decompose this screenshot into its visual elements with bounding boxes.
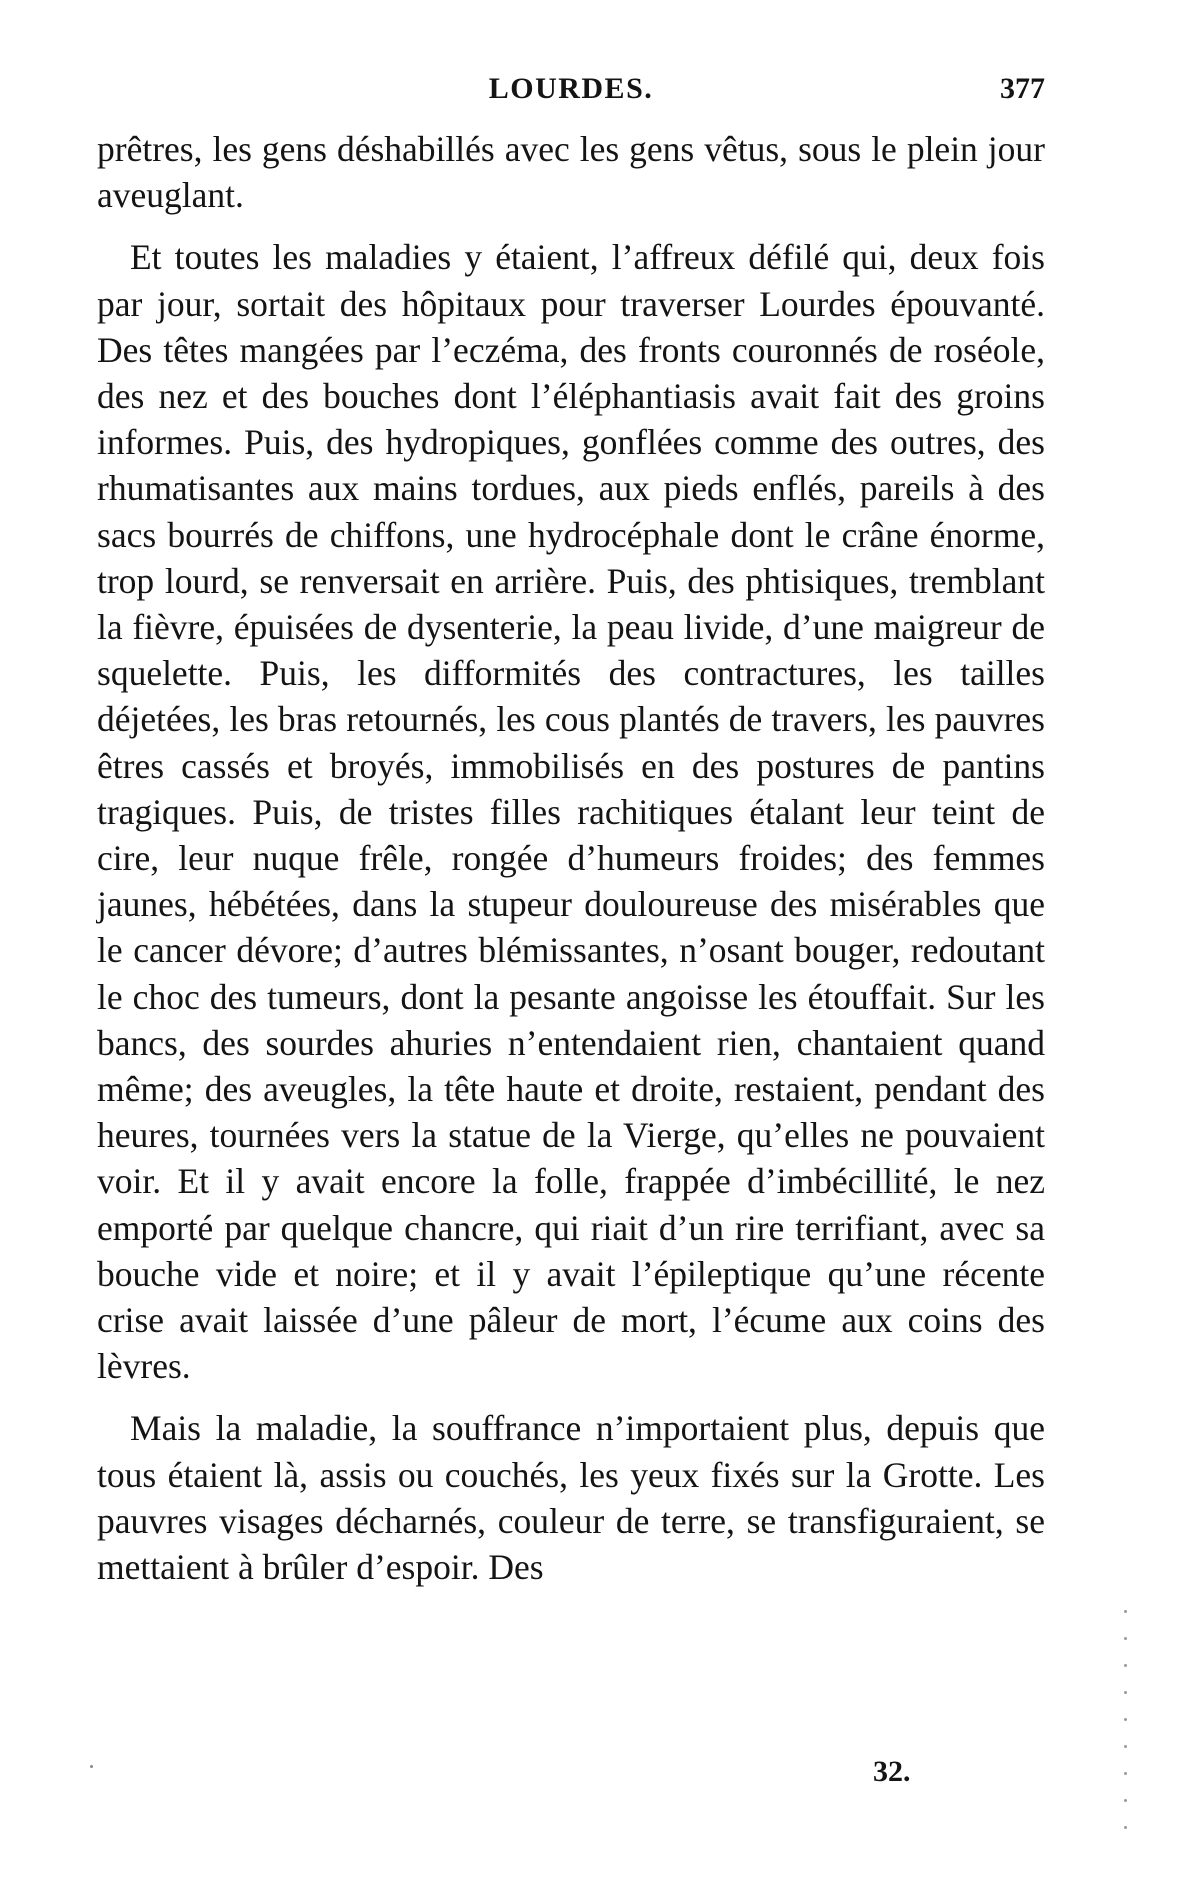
- running-title: LOURDES.: [488, 72, 654, 105]
- signature-mark: 32.: [873, 1755, 911, 1788]
- paragraph-maladies: Et toutes les maladies y étaient, l’affreux défilé qui, deux fois par jour, sortait des hôpitaux pour traverser Lourdes épouvanté. Des têtes mangées par l’eczéma, des fronts couronnés de roséole, des nez et des bouches dont l’éléphantiasis avait fait des groins informes. Puis, des hydropiques, gonflées comme des outres, des rhumatisantes aux mains tordues, aux pieds enflés, pareils à des sacs bourrés de chiffons, une hydrocéphale dont le crâne énorme, trop lourd, se renversait en arrière. Puis, des phtisiques, tremblant la fièvre, épuisées de dysenterie, la peau livide, d’une maigreur de squelette. Puis, les difformités des contractures, les tailles déjetées, les bras retournés, les cous plantés de travers, les pauvres êtres cassés et broyés, immobilisés en des postures de pantins tragiques. Puis, de tristes filles rachitiques étalant leur teint de cire, leur nuque frêle, rongée d’humeurs froides; des femmes jaunes, hébétées, dans la stupeur douloureuse des misérables que le cancer dévore; d’autres blémissantes, n’osant bouger, redoutant le choc des tumeurs, dont la pesante angoisse les étouffait. Sur les bancs, des sourdes ahuries n’entendaient rien, chantaient quand même; des aveugles, la tête haute et droite, restaient, pendant des heures, tournées vers la statue de la Vierge, qu’elles ne pouvaient voir. Et il y avait encore la folle, frappée d’imbécillité, le nez emporté par quelque chancre, qui riait d’un rire terrifiant, avec sa bouche vide et noire; et il y avait l’épileptique qu’une récente crise avait laissée d’une pâleur de mort, l’écume aux coins des lèvres.: [97, 237, 1045, 1387]
- print-speck: [90, 1765, 93, 1768]
- paragraph-continuation: prêtres, les gens déshabillés avec les gens vêtus, sous le plein jour aveuglant.: [97, 129, 1045, 216]
- body-text: [97, 126, 1045, 1606]
- binding-margin-dots: [1124, 1610, 1128, 1880]
- page-number: 377: [1000, 72, 1045, 105]
- paragraph-grotte: Mais la maladie, la souffrance n’importaient plus, depuis que tous étaient là, assis ou couchés, les yeux fixés sur la Grotte. Les pauvres visages décharnés, couleur de terre, se transfiguraient, se mettaient à brûler d’espoir. Des: [97, 1408, 1045, 1588]
- running-head: [97, 72, 1045, 112]
